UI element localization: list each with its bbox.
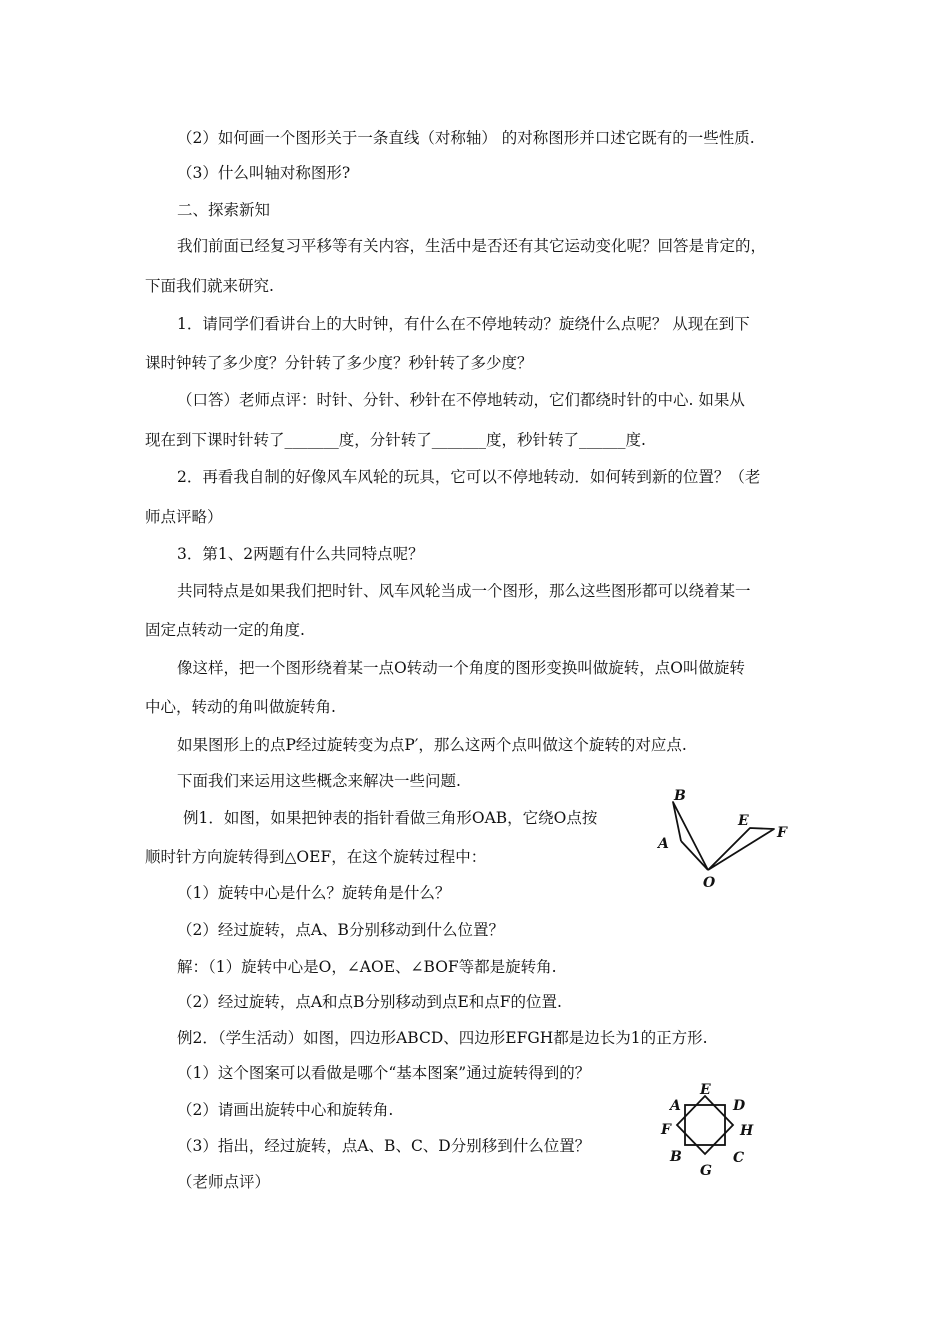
text-line: 像这样，把一个图形绕着某一点O转动一个角度的图形变换叫做旋转，点O叫做旋转 [177,659,745,677]
text-line: 师点评略） [145,508,223,526]
two-squares-figure [655,1078,765,1178]
text-line: 课时钟转了多少度？分针转了多少度？秒针转了多少度？ [145,354,533,372]
example-1-line: 例1．如图，如果把钟表的指针看做三角形OAB，它绕O点按 [183,809,598,827]
text-line: 如果图形上的点P经过旋转变为点P′，那么这两个点叫做这个旋转的对应点. [177,736,687,754]
text-line: （1）这个图案可以看做是哪个“基本图案”通过旋转得到的？ [177,1064,591,1082]
text-line: 顺时针方向旋转得到△OEF，在这个旋转过程中： [145,848,487,866]
example-2-line: 例2．（学生活动）如图，四边形ABCD、四边形EFGH都是边长为1的正方形. [177,1029,708,1047]
triangle-oef [708,828,774,870]
text-line: 现在到下课时针转了_______度，分针转了_______度，秒针转了______度. [145,431,646,449]
point-label: E [700,1082,711,1098]
point-label: A [658,836,669,852]
point-label: D [733,1098,746,1114]
solution-line: 解：（1）旋转中心是O，∠AOE、∠BOF等都是旋转角. [177,958,557,976]
text-line: 3．第1、2两题有什么共同特点呢？ [177,545,424,563]
text-line: 下面我们来运用这些概念来解决一些问题. [177,772,461,790]
section-heading: 二、探索新知 [177,201,271,219]
text-line: （1）旋转中心是什么？旋转角是什么？ [177,884,451,902]
text-line: 共同特点是如果我们把时针、风车风轮当成一个图形，那么这些图形都可以绕着某一 [177,582,751,600]
triangle-oab [673,802,708,870]
point-label: A [670,1098,681,1114]
text-line: （老师点评） [177,1173,271,1191]
text-line: 2．再看我自制的好像风车风轮的玩具，它可以不停地转动．如何转到新的位置？（老 [177,468,761,486]
point-label: B [674,788,686,804]
text-line: （3）指出，经过旋转，点A、B、C、D分别移到什么位置？ [177,1137,591,1155]
text-line: （2）经过旋转，点A、B分别移动到什么位置？ [177,921,504,939]
point-label: O [703,875,716,891]
point-label: C [733,1150,745,1166]
point-label: E [738,813,749,829]
text-line: （2）请画出旋转中心和旋转角. [177,1101,394,1119]
text-line: 中心，转动的角叫做旋转角. [145,698,336,716]
point-label: F [661,1122,671,1138]
text-line: 固定点转动一定的角度. [145,621,305,639]
point-label: B [670,1149,682,1165]
text-line: 我们前面已经复习平移等有关内容，生活中是否还有其它运动变化呢？回答是肯定的， [177,237,767,255]
text-line: 1．请同学们看讲台上的大时钟，有什么在不停地转动？旋绕什么点呢？ 从现在到下 [177,315,750,333]
rotation-triangle-figure [652,785,802,895]
text-line: （3）什么叫轴对称图形? [177,164,351,182]
text-line: 下面我们就来研究. [145,277,274,295]
segment-oe [708,828,750,870]
text-line: （口答）老师点评：时针、分针、秒针在不停地转动，它们都绕时针的中心. 如果从 [177,391,745,409]
point-label: G [700,1163,712,1178]
point-label: H [740,1123,754,1139]
point-label: F [777,825,787,841]
text-line: （2）如何画一个图形关于一条直线（对称轴） 的对称图形并口述它既有的一些性质. [177,129,755,147]
text-line: （2）经过旋转，点A和点B分别移动到点E和点F的位置. [177,993,562,1011]
